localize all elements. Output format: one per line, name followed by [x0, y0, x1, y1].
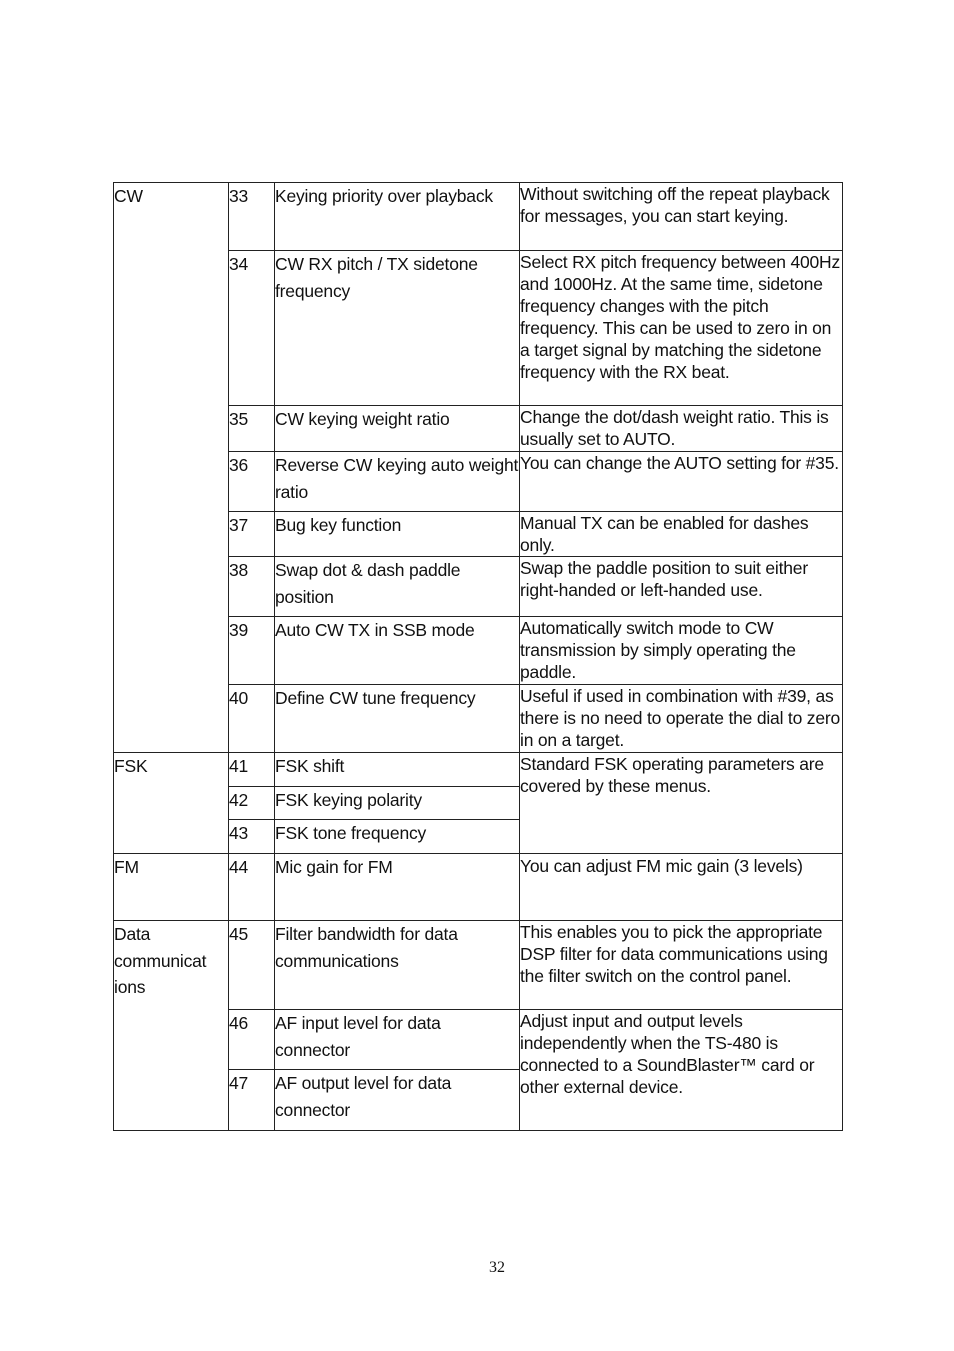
menu-function: FSK shift: [275, 753, 520, 787]
menu-function: AF output level for data connector: [275, 1070, 520, 1131]
menu-function: Bug key function: [275, 512, 520, 557]
table-row: [114, 921, 843, 1010]
menu-function: Auto CW TX in SSB mode: [275, 617, 520, 685]
menu-function: CW RX pitch / TX sidetone frequency: [275, 251, 520, 406]
category-fm: FM: [114, 854, 229, 921]
menu-function: FSK tone frequency: [275, 820, 520, 854]
menu-function: Swap dot & dash paddle position: [275, 557, 520, 617]
menu-number: 40: [229, 685, 275, 753]
menu-description: Manual TX can be enabled for dashes only.: [520, 512, 843, 557]
menu-number: 36: [229, 452, 275, 512]
category-cw: CW: [114, 183, 229, 753]
menu-number: 47: [229, 1070, 275, 1131]
menu-function: Filter bandwidth for data communications: [275, 921, 520, 1010]
table-row: [114, 854, 843, 921]
menu-number: 42: [229, 787, 275, 820]
menu-description: Adjust input and output levels independently when the TS-480 is connected to a SoundBlaster™ card or other external device.: [520, 1010, 843, 1131]
menu-number: 38: [229, 557, 275, 617]
menu-description: Without switching off the repeat playback for messages, you can start keying.: [520, 183, 843, 251]
menu-number: 33: [229, 183, 275, 251]
menu-description: You can change the AUTO setting for #35.: [520, 452, 843, 512]
page-number: 32: [489, 1259, 505, 1276]
menu-number: 45: [229, 921, 275, 1010]
menu-function: Reverse CW keying auto weight ratio: [275, 452, 520, 512]
menu-description: Useful if used in combination with #39, as there is no need to operate the dial to zero in on a target.: [520, 685, 843, 753]
menu-number: 35: [229, 406, 275, 452]
menu-description: You can adjust FM mic gain (3 levels): [520, 854, 843, 921]
menu-number: 37: [229, 512, 275, 557]
menu-number: 46: [229, 1010, 275, 1070]
menu-description: Select RX pitch frequency between 400Hz and 1000Hz. At the same time, sidetone frequency changes with the pitch frequency. This can be used to zero in on a target signal by matching the sidetone frequency with the RX beat.: [520, 251, 843, 406]
menu-description: This enables you to pick the appropriate DSP filter for data communications using the filter switch on the control panel.: [520, 921, 843, 1010]
menu-number: 44: [229, 854, 275, 921]
menu-settings-table: [113, 182, 843, 1131]
menu-function: FSK keying polarity: [275, 787, 520, 820]
menu-number: 41: [229, 753, 275, 787]
menu-function: Define CW tune frequency: [275, 685, 520, 753]
table-row: [114, 183, 843, 251]
category-data-communications: Data communicat ions: [114, 921, 229, 1131]
menu-description: Swap the paddle position to suit either right-handed or left-handed use.: [520, 557, 843, 617]
menu-description: Standard FSK operating parameters are covered by these menus.: [520, 753, 843, 854]
menu-number: 43: [229, 820, 275, 854]
category-fsk: FSK: [114, 753, 229, 854]
menu-function: CW keying weight ratio: [275, 406, 520, 452]
menu-function: Mic gain for FM: [275, 854, 520, 921]
menu-function: Keying priority over playback: [275, 183, 520, 251]
menu-description: Change the dot/dash weight ratio. This is usually set to AUTO.: [520, 406, 843, 452]
menu-number: 39: [229, 617, 275, 685]
menu-number: 34: [229, 251, 275, 406]
menu-description: Automatically switch mode to CW transmission by simply operating the paddle.: [520, 617, 843, 685]
table-row: [114, 753, 843, 787]
menu-function: AF input level for data connector: [275, 1010, 520, 1070]
